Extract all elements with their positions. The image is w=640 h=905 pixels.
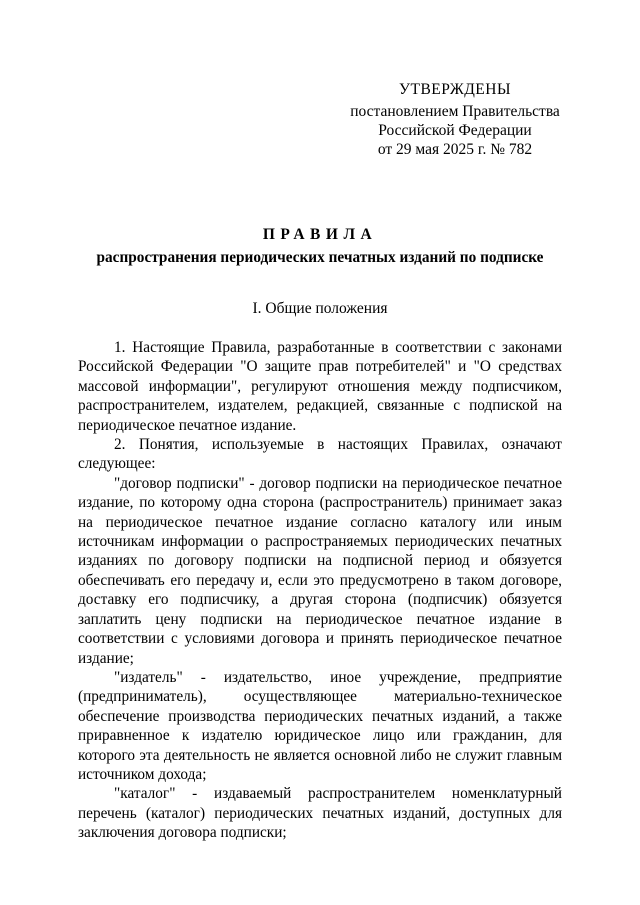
document-subtitle: распространения периодических печатных изданий по подписке — [96, 249, 544, 266]
approval-title: УТВЕРЖДЕНЫ — [399, 81, 511, 98]
paragraph-2: 2. Понятия, используемые в настоящих Правилах, означают следующее: — [78, 436, 562, 473]
document-title: ПРАВИЛА — [262, 226, 378, 243]
approval-line-3: от 29 мая 2025 г. № 782 — [377, 141, 533, 158]
definition-catalog: "каталог" - издаваемый распространителем номенклатурный перечень (каталог) периодических печатных изданий, доступных для заключения договора подписки; — [78, 785, 562, 842]
paragraph-1: 1. Настоящие Правила, разработанные в соответствии с законами Российской Федерации "О защите прав потребителей" и "О средствах массовой информации", регулируют отношения между подписчиком, распространителем, издателем, редакцией, связанные с подпиской на периодическое печатное издание. — [78, 339, 562, 434]
section-heading: I. Общие положения — [252, 300, 388, 317]
approval-line-1: постановлением Правительства — [350, 103, 560, 120]
definition-subscription-contract: "договор подписки" - договор подписки на периодическое печатное издание, по которому одна сторона (распространитель) принимает заказ на периодическое печатное издание согласно каталогу или иным источникам информации о распространяемых периодических печатных изданиях по договору подписки на подписной период и обязуется обеспечивать его передачу и, если это предусмотрено в таком договоре, доставку его подписчику, а другая сторона (подписчик) обязуется заплатить цену подписки на периодическое печатное издание в соответствии с условиями договора и принять периодическое печатное издание; — [78, 474, 562, 667]
definition-publisher: "издатель" - издательство, иное учреждение, предприятие (предприниматель), осуществляющее материально-техническое обеспечение производства периодических печатных изданий, а также приравненное к издателю юридическое лицо или гражданин, для которого эта деятельность не является основной либо не служит главным источником дохода; — [78, 668, 562, 783]
document-body — [78, 338, 562, 843]
approval-line-2: Российской Федерации — [378, 122, 532, 139]
